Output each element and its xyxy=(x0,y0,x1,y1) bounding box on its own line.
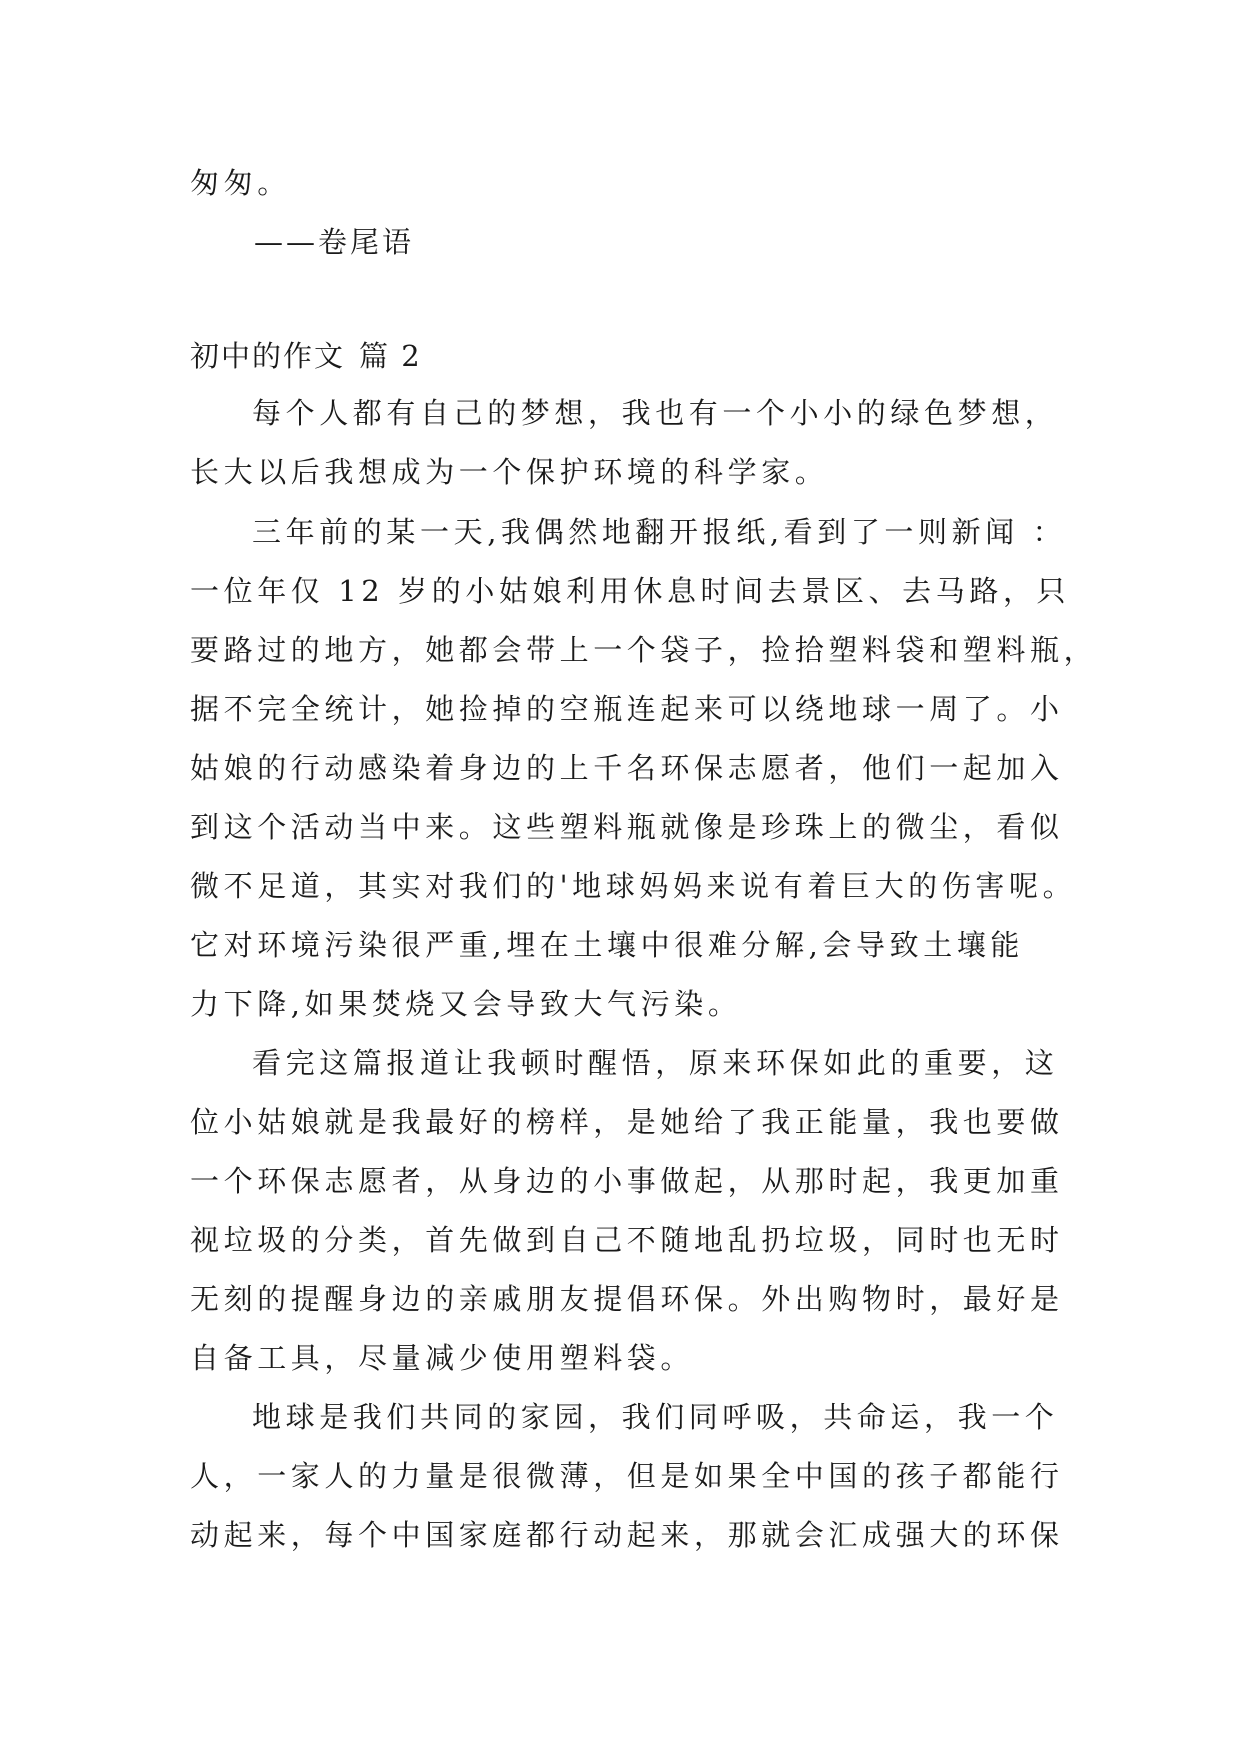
paragraph-line: 自备工具，尽量减少使用塑料袋。 xyxy=(190,1341,695,1375)
paragraph-line: 无刻的提醒身边的亲戚朋友提倡环保。外出购物时，最好是 xyxy=(190,1282,1064,1316)
paragraph-line: 长大以后我想成为一个保护环境的科学家。 xyxy=(190,455,829,489)
section-heading xyxy=(190,336,1050,376)
section-title: 初中的作文 xyxy=(190,339,346,373)
paragraph-line: 一位年仅 12 岁的小姑娘利用休息时间去景区、去马路，只 xyxy=(190,574,1071,608)
paragraph-line: 人，一家人的力量是很微薄，但是如果全中国的孩子都能行 xyxy=(190,1459,1064,1493)
paragraph-line: 三年前的某一天,我偶然地翻开报纸,看到了一则新闻 ： xyxy=(252,515,1067,549)
paragraph-line: 要路过的地方，她都会带上一个袋子，捡拾塑料袋和塑料瓶， xyxy=(190,633,1098,667)
paragraph-line: 一个环保志愿者，从身边的小事做起，从那时起，我更加重 xyxy=(190,1164,1064,1198)
paragraph-line: 微不足道，其实对我们的'地球妈妈来说有着巨大的伤害呢。 xyxy=(190,869,1077,903)
paragraph-line: 地球是我们共同的家园，我们同呼吸，共命运，我一个 xyxy=(252,1400,1059,1434)
paragraph-line: 它对环境污染很严重,埋在土壤中很难分解,会导致土壤能 xyxy=(190,928,1025,962)
paragraph-line: 姑娘的行动感染着身边的上千名环保志愿者，他们一起加入 xyxy=(190,751,1064,785)
signature: ——卷尾语 xyxy=(254,225,415,259)
paragraph-line: 视垃圾的分类，首先做到自己不随地乱扔垃圾，同时也无时 xyxy=(190,1223,1064,1257)
paragraph-line: 据不完全统计，她捡掉的空瓶连起来可以绕地球一周了。小 xyxy=(190,692,1064,726)
paragraph-line: 动起来，每个中国家庭都行动起来，那就会汇成强大的环保 xyxy=(190,1518,1064,1552)
paragraph-line: 位小姑娘就是我最好的榜样，是她给了我正能量，我也要做 xyxy=(190,1105,1064,1139)
paragraph-line: 看完这篇报道让我顿时醒悟，原来环保如此的重要，这 xyxy=(252,1046,1059,1080)
section-number: 篇 2 xyxy=(359,339,422,373)
paragraph-line: 力下降,如果焚烧又会导致大气污染。 xyxy=(190,987,742,1021)
closing-line: 匆匆。 xyxy=(190,166,291,200)
paragraph-line: 到这个活动当中来。这些塑料瓶就像是珍珠上的微尘，看似 xyxy=(190,810,1064,844)
paragraph-line: 每个人都有自己的梦想，我也有一个小小的绿色梦想， xyxy=(252,396,1059,430)
